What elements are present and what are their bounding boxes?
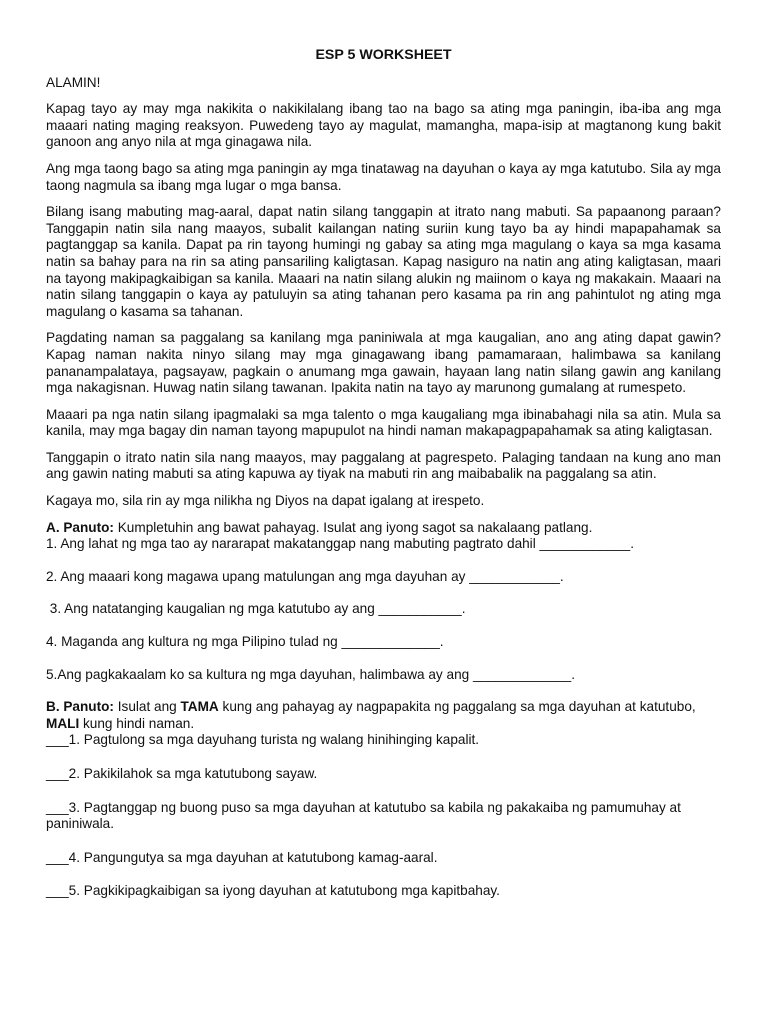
section-b-instruction-text-2: kung ang pahayag ay nagpapakita ng paggalang sa mga dayuhan at katutubo, [218,699,696,715]
section-a-item-5: 5.Ang pagkakaalam ko sa kultura ng mga dayuhan, halimbawa ay ang _____________. [46,666,576,682]
section-b-item-5: ___5. Pagkikipagkaibigan sa iyong dayuhan at katutubong mga kapitbahay. [46,883,500,899]
section-a-item-3: 3. Ang natatanging kaugalian ng mga katutubo ay ang ___________. [46,601,466,617]
section-b-instruction-text-1: Isulat ang [113,699,181,715]
paragraph-6: Tanggapin o itrato natin sila nang maayos, may paggalang at pagrespeto. Palaging tandaan na kung ano man ang gawin nating mabuti sa ating kapuwa ay tiyak na mabuti rin ang maibabalik na paggalang sa atin. [46,449,721,482]
section-b-item-4: ___4. Pangungutya sa mga dayuhan at katutubong kamag-aaral. [46,849,438,865]
section-b-item-1: ___1. Pagtulong sa mga dayuhang turista ng walang hinihinging kapalit. [46,732,480,748]
paragraph-3: Bilang isang mabuting mag-aaral, dapat natin silang tanggapin at itrato nang mabuti. Sa papaanong paraan? Tanggapin natin sila nang maayos, subalit kailangan nating suriin kung tayo ba ay hindi mapapahamak sa pagtanggap sa kanila. Dapat pa rin tayong humingi ng gabay sa ating mga magulang o kaya sa mga kasama natin sa bahay para na rin sa ating pansariling kaligtasan. Kapag nasiguro na natin ang ating kaligtasan, maari na tayong makipagkaibigan sa kanila. Maaari na natin silang alukin ng maiinom o kaya ng makakain. Maaari na natin silang tanggapin o kaya ay patuluyin sa ating tahanan pero kasama pa rin ang pahintulot ng ating mga magulang o kasama sa tahanan. [46,204,721,319]
section-a-item-1: 1. Ang lahat ng mga tao ay nararapat makatanggap nang mabuting pagtrato dahil ____________. [46,536,635,552]
paragraph-5: Maaari pa nga natin silang ipagmalaki sa mga talento o mga kaugaliang mga ibinabahagi nila sa atin. Mula sa kanila, may mga bagay din naman tayong mapupulot na hindi naman makapagpapahamak sa ating kaligtasan. [46,406,721,439]
paragraph-4: Pagdating naman sa paggalang sa kanilang mga paniniwala at mga kaugalian, ano ang ating dapat gawin? Kapag naman nakita ninyo silang may mga ginagawang ibang pamamaraan, halimbawa sa kanilang pananampalataya, pagsayaw, pagkain o anumang mga gawain, hayaan lang natin silang gawin ang kanilang mga nakagisnan. Huwag natin silang tawanan. Ipakita natin na tayo ay marunong gumalang at rumespeto. [46,330,721,396]
mali-keyword: MALI [46,715,80,731]
page-title: ESP 5 WORKSHEET [315,47,452,63]
section-a-item-4: 4. Maganda ang kultura ng mga Pilipino tulad ng _____________. [46,634,444,650]
paragraph-1: Kapag tayo ay may mga nakikita o nakikilalang ibang tao na bago sa ating mga paningin, iba-iba ang mga maaari nating maging reaksyon. Puwedeng tayo ay magulat, mamangha, mapa-isip at magtanong kung bakit ganoon ang anyo nila at mga ginagawa nila. [46,101,721,150]
section-b-label: B. Panuto: [46,699,114,715]
section-a-instruction-text: Kumpletuhin ang bawat pahayag. Isulat ang iyong sagot sa nakalaang patlang. [113,519,593,535]
section-b-instruction [46,699,721,732]
section-b-item-2: ___2. Pakikilahok sa mga katutubong sayaw. [46,766,318,781]
section-a-instruction [46,520,721,537]
section-a-label: A. Panuto: [46,519,114,535]
section-b-instruction-text-3: kung hindi naman. [79,715,195,731]
section-a-item-2: 2. Ang maaari kong magawa upang matulungan ang mga dayuhan ay ____________. [46,568,564,584]
paragraph-2: Ang mga taong bago sa ating mga paningin ay mga tinatawag na dayuhan o kaya ay mga katutubo. Sila ay mga taong nagmula sa ibang mga lugar o mga bansa. [46,160,721,193]
tama-keyword: TAMA [180,699,219,715]
section-heading-alamin: ALAMIN! [46,74,101,90]
paragraph-7: Kagaya mo, sila rin ay mga nilikha ng Diyos na dapat igalang at irespeto. [46,493,485,509]
section-b-item-3: ___3. Pagtanggap ng buong puso sa mga dayuhan at katutubo sa kabila ng pakakaiba ng pamumuhay at paniniwala. [46,799,681,832]
